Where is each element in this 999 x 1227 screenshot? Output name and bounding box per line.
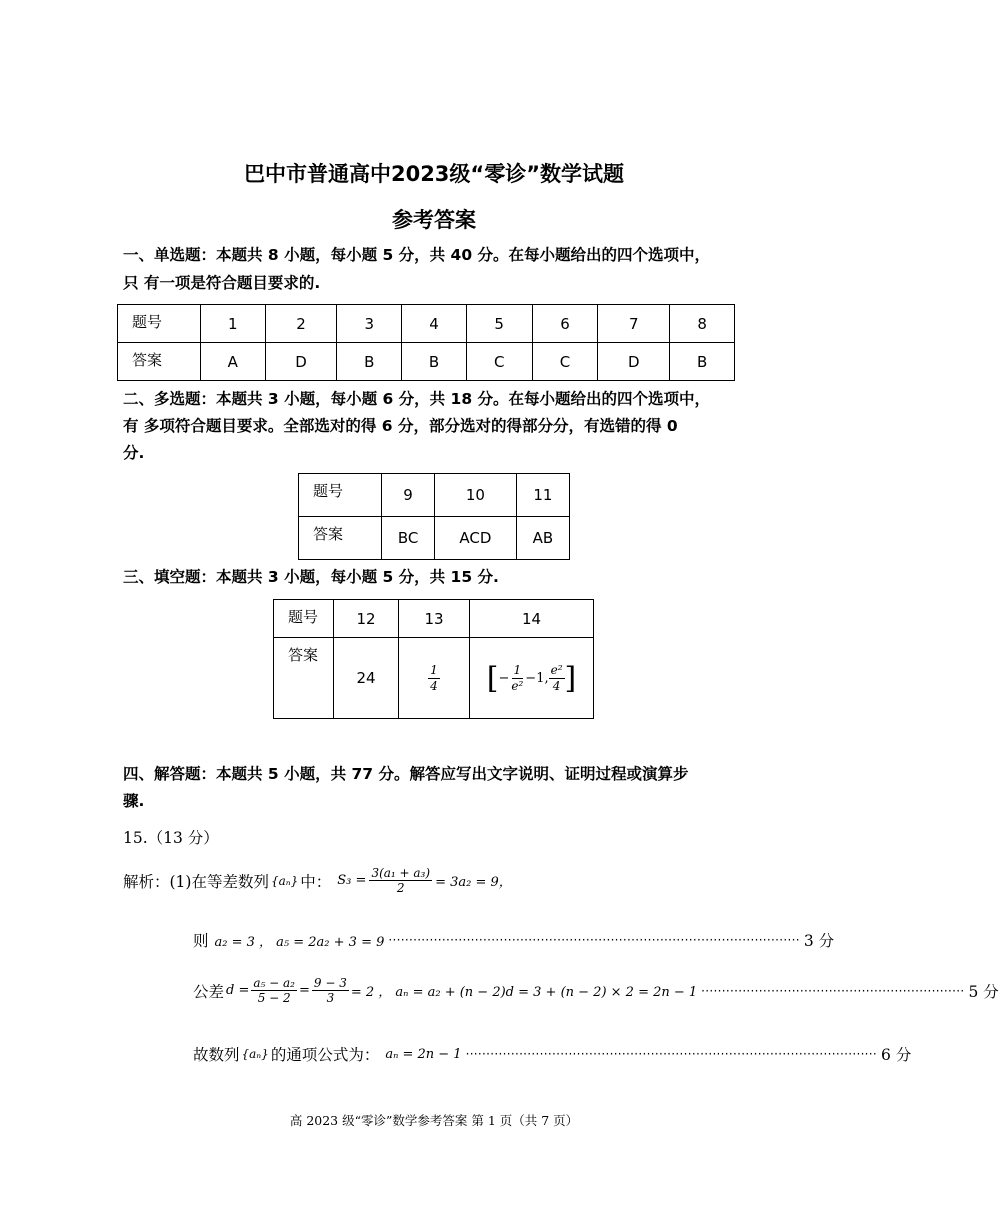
right-bracket: ] (564, 660, 577, 696)
section1-answer-table (117, 304, 735, 381)
problem15-line4: 故数列 {aₙ} 的通项公式为： aₙ = 2n − 1 ···································································································· 6 分 (193, 1046, 912, 1064)
leader-dots: ································································ (701, 983, 965, 998)
question-cell: 2 (265, 305, 337, 343)
problem15-line1: 解析：(1)在等差数列 {aₙ} 中： S₃ = $\frac{\text{3(a₁ + a₃)}}{2}$ = 3a₂ = 9， (123, 866, 512, 896)
section1-heading-line2: 只 有一项是符合题目要求的. (123, 274, 321, 292)
table-header-question: 题号 (274, 600, 334, 638)
table-header-question: 题号 (118, 305, 201, 343)
question-cell: 10 (435, 474, 517, 517)
section1-heading-line1: 一、单选题：本题共 8 小题，每小题 5 分，共 40 分。在每小题给出的四个选项中， (123, 246, 711, 264)
page-subtitle: 参考答案 (392, 208, 476, 232)
problem15-line2: 则 a₂ = 3 ， a₅ = 2a₂ + 3 = 9 ···································································································· 3 分 (193, 932, 835, 950)
section4-heading-line1: 四、解答题：本题共 5 小题，共 77 分。解答应写出文字说明、证明过程或演算步 (123, 765, 689, 783)
answer-cell: C (466, 343, 532, 381)
question-cell: 9 (382, 474, 435, 517)
answer-cell (470, 638, 594, 719)
problem15-header: 15.（13 分） (123, 829, 219, 847)
answer-cell: B (402, 343, 467, 381)
section4-heading-line2: 骤. (123, 792, 145, 810)
answer-cell: D (265, 343, 337, 381)
section3-answer-table (273, 599, 594, 719)
answer-cell: BC (382, 517, 435, 560)
question-cell: 6 (532, 305, 598, 343)
table-header-answer: 答案 (299, 517, 382, 560)
section2-heading-line1: 二、多选题：本题共 3 小题，每小题 6 分，共 18 分。在每小题给出的四个选项中， (123, 390, 711, 408)
answer-cell: AB (516, 517, 569, 560)
table-header-answer: 答案 (274, 638, 334, 719)
answer-cell: B (670, 343, 735, 381)
question-cell: 4 (402, 305, 467, 343)
question-cell: 8 (670, 305, 735, 343)
interval-expression: [− $\frac{1}{\text{e²}}$ −1, $\frac{\text{e²}}{4}$ ] (486, 660, 577, 696)
section2-heading-line3: 分. (123, 444, 145, 462)
answer-cell: ACD (435, 517, 517, 560)
section3-heading: 三、填空题：本题共 3 小题，每小题 5 分，共 15 分. (123, 568, 499, 586)
question-cell: 13 (399, 600, 470, 638)
answer-cell: 24 (334, 638, 399, 719)
question-cell: 11 (516, 474, 569, 517)
leader-dots: ···································································································· (388, 933, 800, 947)
page-title: 巴中市普通高中2023级“零诊”数学试题 (243, 162, 625, 186)
question-cell: 5 (466, 305, 532, 343)
question-cell: 14 (470, 600, 594, 638)
answer-cell (399, 638, 470, 719)
question-cell: 1 (201, 305, 266, 343)
answer-cell: A (201, 343, 266, 381)
leader-dots: ···································································································· (465, 1047, 878, 1061)
section2-heading-line2: 有 多项符合题目要求。全部选对的得 6 分，部分选对的得部分分，有选错的得 0 (123, 417, 678, 435)
table-header-question: 题号 (299, 474, 382, 517)
answer-cell: D (598, 343, 670, 381)
answer-cell: B (337, 343, 402, 381)
fraction-one-quarter: $\frac{1}{4}$ (430, 663, 438, 693)
question-cell: 12 (334, 600, 399, 638)
question-cell: 7 (598, 305, 670, 343)
left-bracket: [ (486, 660, 499, 696)
question-cell: 3 (337, 305, 402, 343)
page-footer: 高 2023 级“零诊”数学参考答案 第 1 页（共 7 页） (289, 1113, 579, 1128)
table-header-answer: 答案 (118, 343, 201, 381)
problem15-line3: 公差 d = $\frac{\text{a₅ − a₂}}{5 - 2}$ = $\frac{9 - 3}{3}$ = 2 ， aₙ = a₂ + (n − 2)d = 3 + (n − 2) × 2 = 2n − 1 ································································ 5 分 (193, 976, 999, 1006)
section2-answer-table (298, 473, 570, 560)
answer-cell: C (532, 343, 598, 381)
